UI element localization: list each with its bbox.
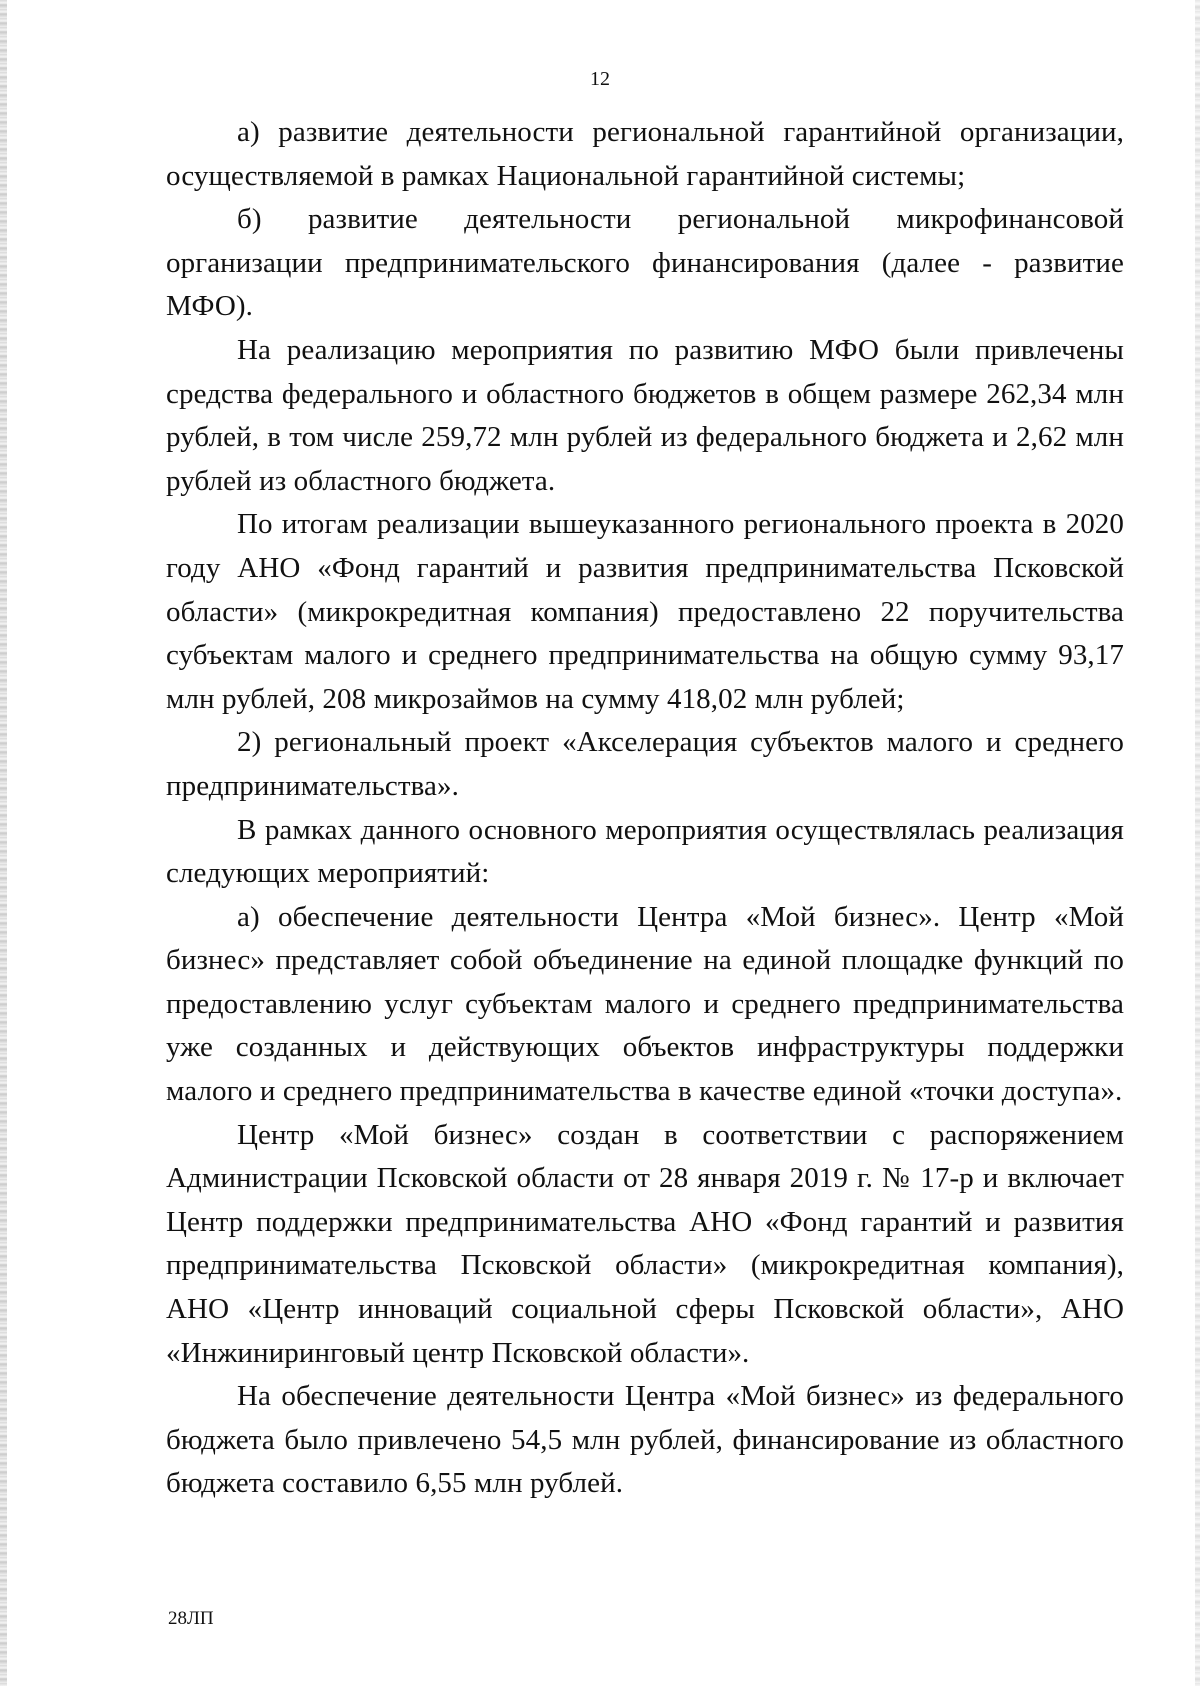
paragraph-acceleration-project: 2) региональный проект «Акселерация субъектов малого и среднего предпринимательства». <box>166 726 1124 802</box>
paragraph-mfo-funding: На реализацию мероприятия по развитию МФО были привлечены средства федерального и областного бюджетов в общем размере 262,34 млн рублей, в том числе 259,72 млн рублей из федерального бюджета и 2,62 млн рублей из областного бюджета. <box>166 333 1124 497</box>
paragraph-mfo-development: б) развитие деятельности региональной микрофинансовой организации предпринимательского финансирования (далее - развитие МФО). <box>166 203 1124 323</box>
paragraph-my-business-center: а) обеспечение деятельности Центра «Мой бизнес». Центр «Мой бизнес» представляет собой объединение на единой площадке функций по предоставлению услуг субъектам малого и среднего предпринимательства уже созданных и действующих объектов инфраструктуры поддержки малого и среднего предпринимательства в качестве единой «точки доступа». <box>166 900 1124 1108</box>
scan-edge-right <box>1195 0 1200 1686</box>
document-code: 28ЛП <box>168 1608 214 1629</box>
paragraph-main-activity: В рамках данного основного мероприятия осуществлялась реализация следующих мероприятий: <box>166 813 1124 890</box>
paragraph-project-results: По итогам реализации вышеуказанного регионального проекта в 2020 году АНО «Фонд гарантий и развития предпринимательства Псковской области» (микрокредитная компания) предоставлено 22 поручительства субъектам малого и среднего предпринимательства на общую сумму 93,17 млн рублей, 208 микрозаймов на сумму 418,02 млн рублей; <box>166 508 1124 715</box>
paragraph-center-funding: На обеспечение деятельности Центра «Мой бизнес» из федерального бюджета было привлечено 54,5 млн рублей, финансирование из областного бюджета составило 6,55 млн рублей. <box>166 1380 1124 1500</box>
paragraph-center-creation: Центр «Мой бизнес» создан в соответствии с распоряжением Администрации Псковской области от 28 января 2019 г. № 17-р и включает Центр поддержки предпринимательства АНО «Фонд гарантий и развития предпринимательства Псковской области» (микрокредитная компания), АНО «Центр инноваций социальной сферы Псковской области», АНО «Инжиниринговый центр Псковской области». <box>166 1118 1124 1369</box>
scan-edge-left <box>0 0 7 1686</box>
paragraph-guarantee-org: а) развитие деятельности региональной гарантийной организации, осуществляемой в рамках Национальной гарантийной системы; <box>166 116 1124 192</box>
page-number: 12 <box>590 68 610 90</box>
document-body <box>166 111 1124 1506</box>
